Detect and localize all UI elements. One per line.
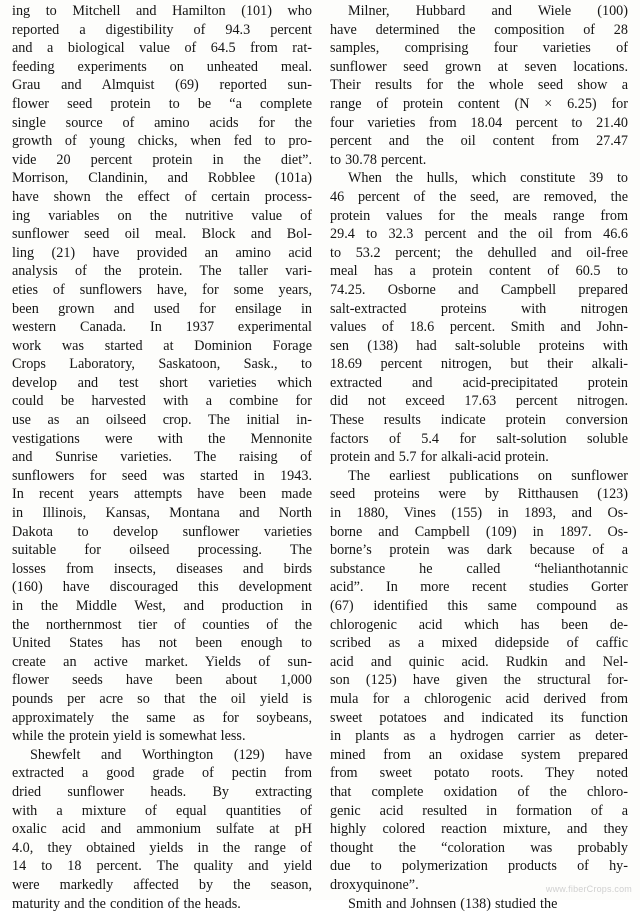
text-line: to 30.78 percent.: [330, 151, 628, 170]
text-line: vestigations were with the Mennonite: [12, 430, 312, 449]
text-line: that complete oxidation of the chloro-: [330, 783, 628, 802]
text-line: mula for a chlorogenic acid derived from: [330, 690, 628, 709]
text-line: in 1880, Vines (155) in 1893, and Os-: [330, 504, 628, 523]
text-line: borne’s protein was dark because of a: [330, 541, 628, 560]
text-line: approximately the same as for soybeans,: [12, 709, 312, 728]
text-line: while the protein yield is somewhat less.: [12, 727, 312, 746]
text-line: When the hulls, which constitute 39 to: [330, 169, 628, 188]
text-line: seed proteins were by Ritthausen (123): [330, 485, 628, 504]
text-line: use as an oilseed crop. The initial in-: [12, 411, 312, 430]
text-line: feeding experiments on unheated meal.: [12, 58, 312, 77]
text-line: meal has a protein content of 60.5 to: [330, 262, 628, 281]
text-line: 18.69 percent nitrogen, but their alkali-: [330, 355, 628, 374]
text-line: extracted a good grade of pectin from: [12, 764, 312, 783]
text-line: mined from an oxidase system prepared: [330, 746, 628, 765]
text-line: The earliest publications on sunflower: [330, 467, 628, 486]
text-line: Morrison, Clandinin, and Robblee (101a): [12, 169, 312, 188]
text-line: did not exceed 17.63 percent nitrogen.: [330, 392, 628, 411]
text-line: Grau and Almquist (69) reported sun-: [12, 76, 312, 95]
text-line: acid”. In more recent studies Gorter: [330, 578, 628, 597]
text-line: United States has not been enough to: [12, 634, 312, 653]
text-line: flower seed protein to be “a complete: [12, 95, 312, 114]
text-line: the northernmost tier of counties of the: [12, 616, 312, 635]
text-line: analysis of the protein. The taller vari-: [12, 262, 312, 281]
text-line: have determined the composition of 28: [330, 21, 628, 40]
text-line: single source of amino acids for the: [12, 114, 312, 133]
text-line: protein values for the meals range from: [330, 207, 628, 226]
text-line: salt-extracted proteins with nitrogen: [330, 300, 628, 319]
right-column-text: [330, 2, 628, 913]
right-column: [330, 2, 628, 913]
text-line: Shewfelt and Worthington (129) have: [12, 746, 312, 765]
text-line: four varieties from 18.04 percent to 21.40: [330, 114, 628, 133]
text-line: ling (21) have provided an amino acid: [12, 244, 312, 263]
text-line: ing variables on the nutritive value of: [12, 207, 312, 226]
text-line: 74.25. Osborne and Campbell prepared: [330, 281, 628, 300]
text-line: oxalic acid and ammonium sulfate at pH: [12, 820, 312, 839]
text-line: values of 18.6 percent. Smith and John-: [330, 318, 628, 337]
text-line: Milner, Hubbard and Wiele (100): [330, 2, 628, 21]
text-line: genic acid resulted in formation of a: [330, 802, 628, 821]
text-line: dried sunflower heads. By extracting: [12, 783, 312, 802]
watermark-text: www.fiberCrops.com: [546, 884, 632, 894]
text-line: losses from insects, diseases and birds: [12, 560, 312, 579]
text-line: suitable for oilseed processing. The: [12, 541, 312, 560]
text-line: 29.4 to 32.3 percent and the oil from 46.6: [330, 225, 628, 244]
text-line: to 53.2 percent; the dehulled and oil-free: [330, 244, 628, 263]
text-line: in the Middle West, and production in: [12, 597, 312, 616]
text-line: work was started at Dominion Forage: [12, 337, 312, 356]
text-line: highly colored reaction mixture, and they: [330, 820, 628, 839]
text-line: (160) have discouraged this development: [12, 578, 312, 597]
text-line: sweet potatoes and indicated its function: [330, 709, 628, 728]
text-line: Smith and Johnsen (138) studied the: [330, 895, 628, 913]
text-line: reported a digestibility of 94.3 percent: [12, 21, 312, 40]
text-line: western Canada. In 1937 experimental: [12, 318, 312, 337]
text-line: eties of sunflowers have, for some years,: [12, 281, 312, 300]
text-line: could be harvested with a combine for: [12, 392, 312, 411]
text-line: 46 percent of the seed, are removed, the: [330, 188, 628, 207]
text-line: Dakota to develop sunflower varieties: [12, 523, 312, 542]
text-line: and Sunrise varieties. The raising of: [12, 448, 312, 467]
text-line: vide 20 percent protein in the diet”.: [12, 151, 312, 170]
text-line: borne and Campbell (109) in 1897. Os-: [330, 523, 628, 542]
text-line: chlorogenic acid which has been de-: [330, 616, 628, 635]
text-line: son (125) have given the structural for-: [330, 671, 628, 690]
text-line: extracted and acid-precipitated protein: [330, 374, 628, 393]
text-line: and a biological value of 64.5 from rat-: [12, 39, 312, 58]
text-line: sunflower seed oil meal. Block and Bol-: [12, 225, 312, 244]
text-line: sunflowers for seed was started in 1943.: [12, 467, 312, 486]
text-line: sen (138) had salt-soluble proteins with: [330, 337, 628, 356]
text-line: develop and test short varieties which: [12, 374, 312, 393]
text-line: been grown and used for ensilage in: [12, 300, 312, 319]
text-line: with a mixture of equal quantities of: [12, 802, 312, 821]
text-line: 14 to 18 percent. The quality and yield: [12, 857, 312, 876]
text-line: maturity and the condition of the heads.: [12, 895, 312, 913]
text-line: percent and the oil content from 27.47: [330, 132, 628, 151]
text-line: substance he called “helianthotannic: [330, 560, 628, 579]
text-line: protein and 5.7 for alkali-acid protein.: [330, 448, 628, 467]
text-line: droxyquinone”.: [330, 876, 628, 895]
text-line: samples, comprising four varieties of: [330, 39, 628, 58]
text-line: acid and quinic acid. Rudkin and Nel-: [330, 653, 628, 672]
text-line: scribed as a mixed didepside of caffic: [330, 634, 628, 653]
text-line: Their results for the whole seed show a: [330, 76, 628, 95]
text-line: create an active market. Yields of sun-: [12, 653, 312, 672]
text-line: in Illinois, Kansas, Montana and North: [12, 504, 312, 523]
text-line: pounds per acre so that the oil yield is: [12, 690, 312, 709]
text-line: have shown the effect of certain process-: [12, 188, 312, 207]
text-line: were markedly affected by the season,: [12, 876, 312, 895]
text-line: Crops Laboratory, Saskatoon, Sask., to: [12, 355, 312, 374]
text-line: flower seeds have been about 1,000: [12, 671, 312, 690]
text-line: due to polymerization products of hy-: [330, 857, 628, 876]
text-line: factors of 5.4 for salt-solution soluble: [330, 430, 628, 449]
text-line: In recent years attempts have been made: [12, 485, 312, 504]
text-line: in plants as a hydrogen carrier as deter-: [330, 727, 628, 746]
text-line: from sweet potato roots. They noted: [330, 764, 628, 783]
text-line: (67) identified this same compound as: [330, 597, 628, 616]
text-line: 4.0, they obtained yields in the range of: [12, 839, 312, 858]
text-line: growth of young chicks, when fed to pro-: [12, 132, 312, 151]
text-line: ing to Mitchell and Hamilton (101) who: [12, 2, 312, 21]
text-line: These results indicate protein conversion: [330, 411, 628, 430]
left-column: [12, 2, 312, 913]
text-line: range of protein content (N × 6.25) for: [330, 95, 628, 114]
text-line: thought the “coloration was probably: [330, 839, 628, 858]
left-column-text: [12, 2, 312, 913]
text-line: sunflower seed grown at seven locations.: [330, 58, 628, 77]
